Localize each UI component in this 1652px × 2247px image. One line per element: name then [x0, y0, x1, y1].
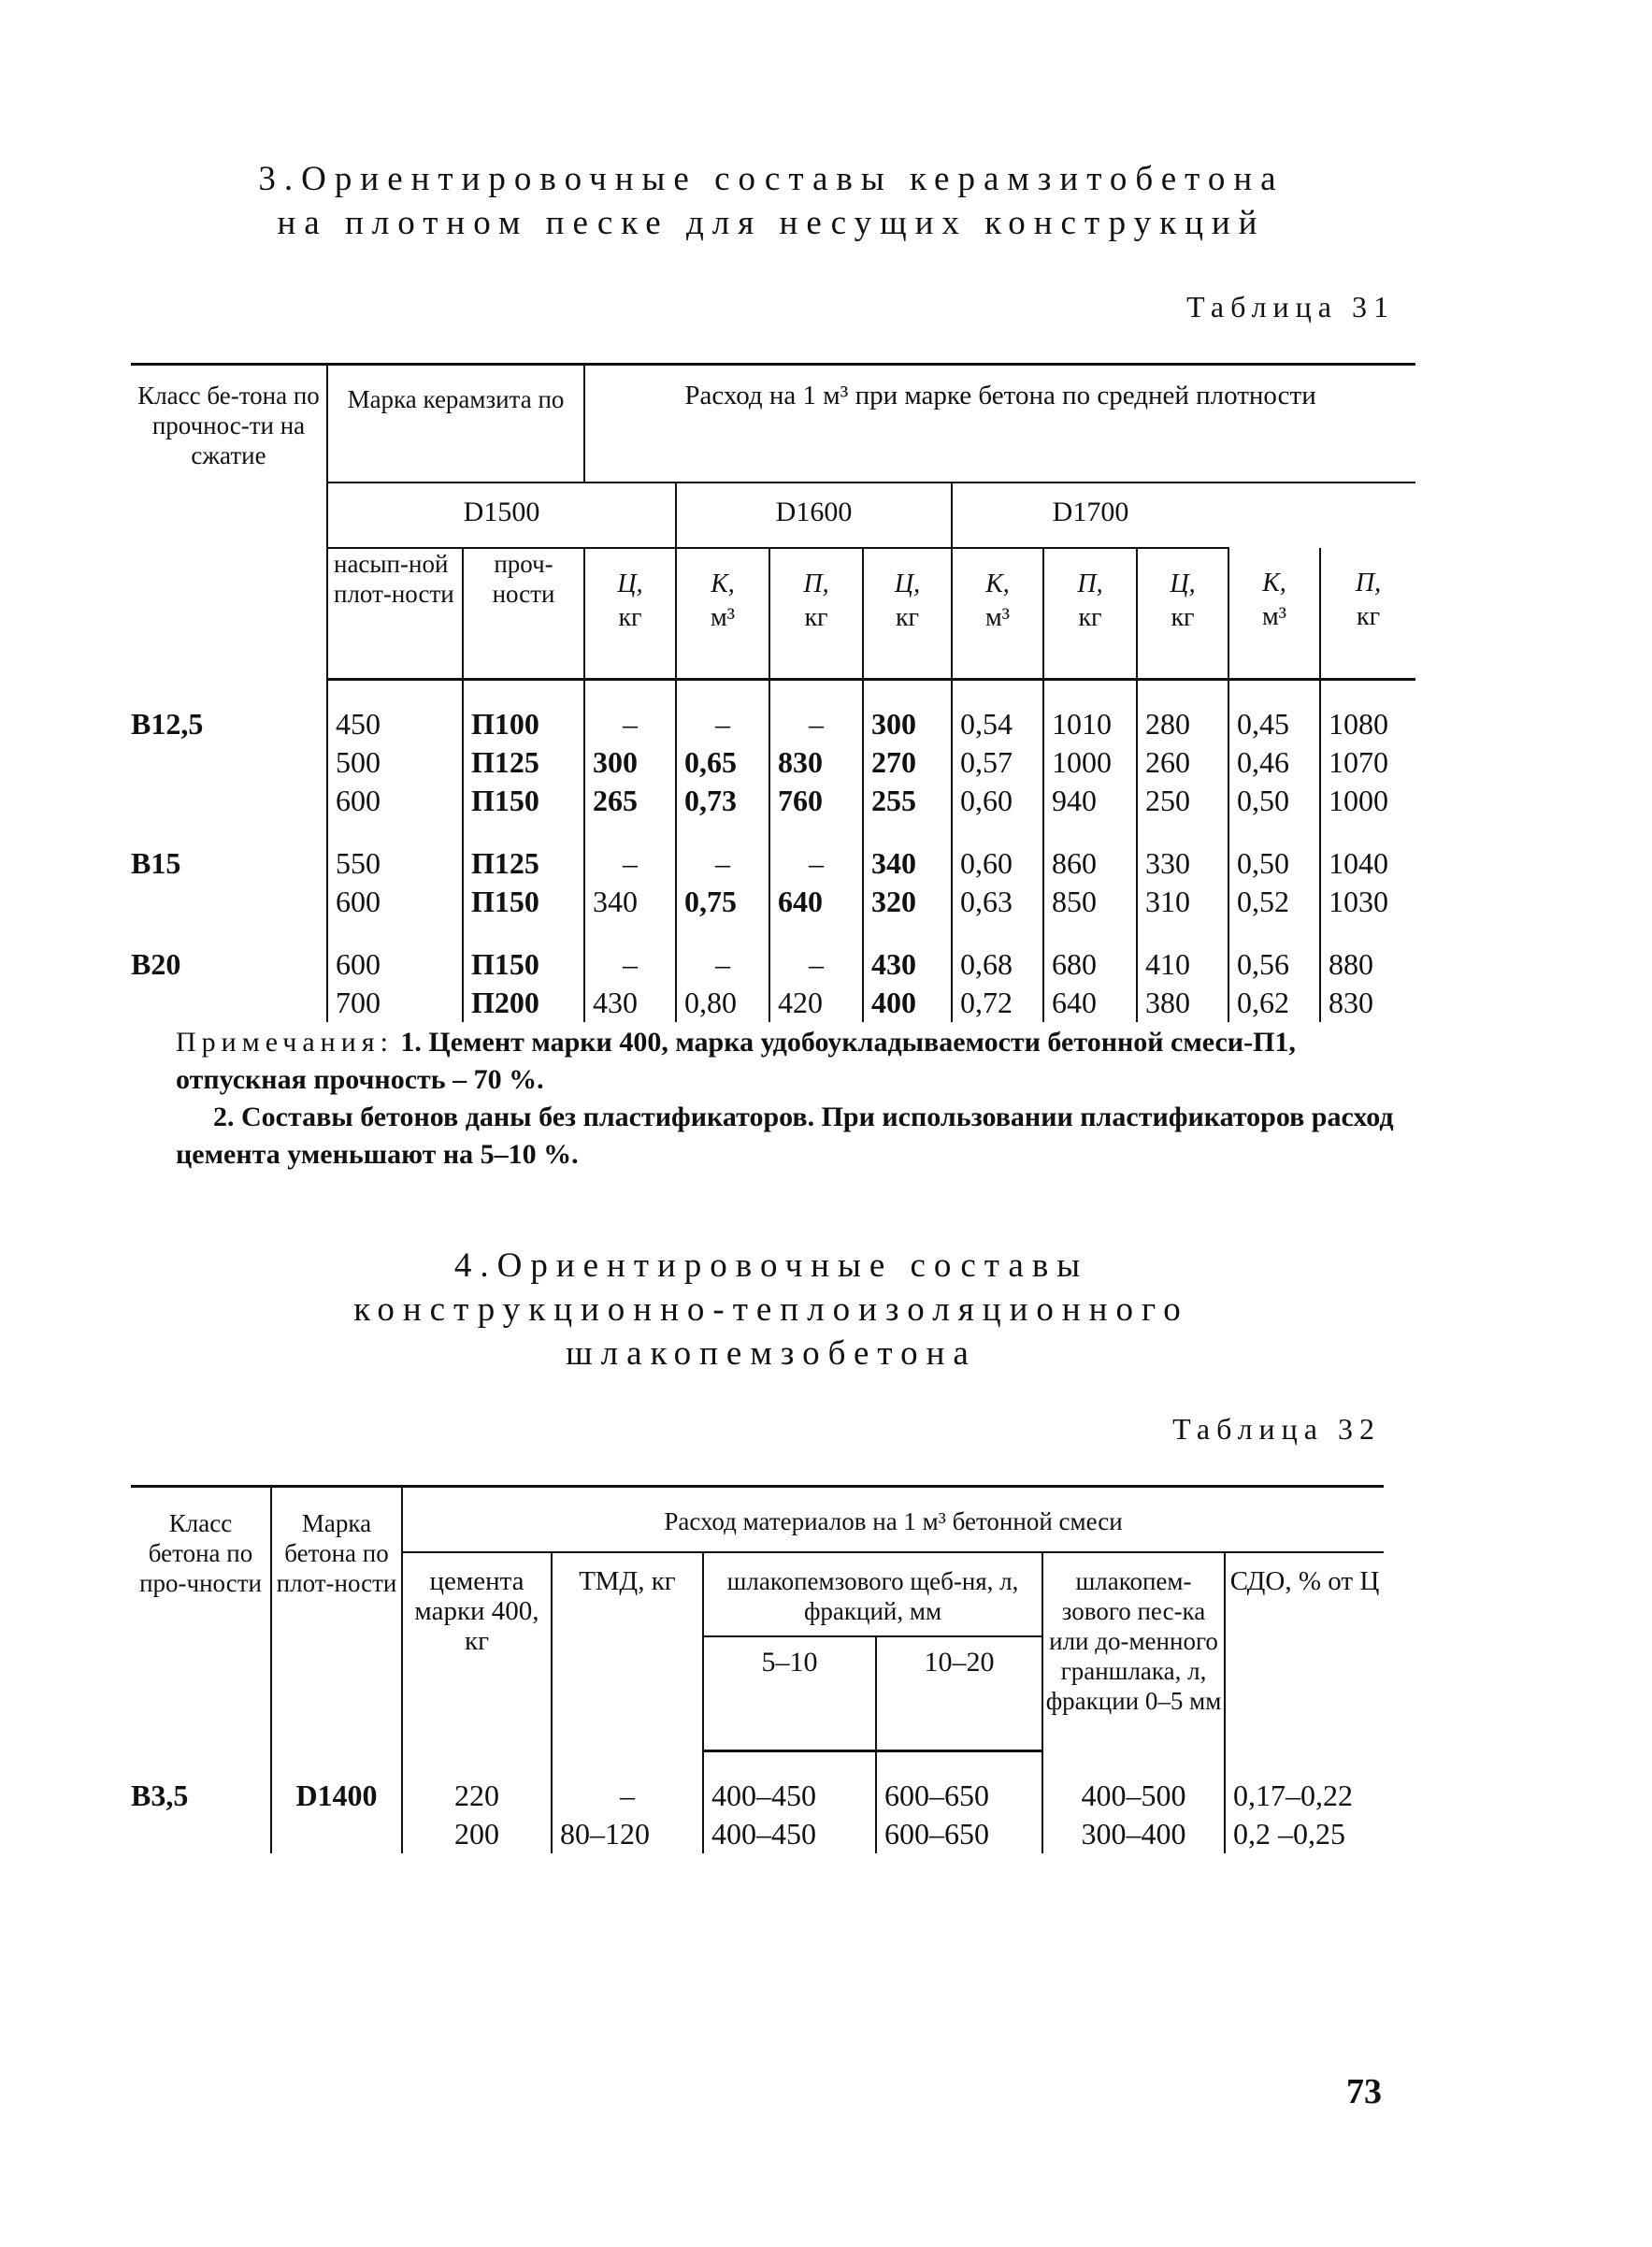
cell: 0,60 [952, 844, 1043, 883]
cell: D1400 [271, 1777, 402, 1815]
section-4-title-line1: 4.Ориентировочные составы [453, 1246, 1089, 1285]
cell [131, 883, 327, 921]
note-1: Примечания: 1. Цемент марки 400, марка удобоукладываемости бетонной смеси-П1, отпускная прочность – 70 %. [176, 1027, 1296, 1095]
cell: В20 [131, 945, 327, 984]
cell: 0,52 [1228, 883, 1320, 921]
table-row [131, 984, 1415, 1022]
table-row [131, 705, 1415, 743]
table-32-label: Таблица 32 [1172, 1412, 1381, 1446]
cell: 250 [1137, 782, 1228, 820]
cell: 760 [769, 782, 863, 820]
cell: 850 [1043, 883, 1137, 921]
cell: 830 [1320, 984, 1415, 1022]
table-32 [131, 1485, 1384, 1853]
header-d1600: D1600 [676, 483, 952, 548]
cell: П150 [463, 883, 584, 921]
cell: – [552, 1777, 703, 1815]
cell: 0,63 [952, 883, 1043, 921]
section-3-title [140, 157, 1402, 245]
cell: 0,62 [1228, 984, 1320, 1022]
table-row [131, 945, 1415, 984]
cell: – [676, 844, 769, 883]
header-fraction-10-20: 10–20 [876, 1636, 1042, 1751]
section-4-title [140, 1244, 1402, 1376]
cell: 600–650 [876, 1777, 1042, 1815]
cell: 430 [863, 945, 952, 984]
header-consumption-32: Расход материалов на 1 м³ бетонной смеси [402, 1487, 1384, 1553]
cell: 1000 [1320, 782, 1415, 820]
header-marka: Марка керамзита по [327, 365, 584, 483]
cell: 80–120 [552, 1815, 703, 1853]
table-31 [131, 363, 1415, 1022]
cell: – [584, 945, 676, 984]
cell: 400–450 [703, 1815, 876, 1853]
cell: П150 [463, 945, 584, 984]
table-row [131, 1815, 1384, 1853]
cell: 0,68 [952, 945, 1043, 984]
cell [271, 1815, 402, 1853]
header-cement: цемента марки 400, кг [402, 1552, 552, 1751]
cell: 640 [769, 883, 863, 921]
cell: П150 [463, 782, 584, 820]
page-number: 73 [1346, 2072, 1382, 2111]
cell: 0,80 [676, 984, 769, 1022]
cell: 1070 [1320, 743, 1415, 782]
table-row [131, 883, 1415, 921]
cell: 0,54 [952, 705, 1043, 743]
cell: 1080 [1320, 705, 1415, 743]
header-d1700-k: К, м³ [1228, 548, 1320, 680]
cell: 280 [1137, 705, 1228, 743]
header-class: Класс бе-тона по прочнос-ти на сжатие [131, 365, 327, 680]
cell: 300 [584, 743, 676, 782]
cell: 420 [769, 984, 863, 1022]
cell [131, 984, 327, 1022]
cell: 600–650 [876, 1815, 1042, 1853]
cell: 430 [584, 984, 676, 1022]
cell: 0,72 [952, 984, 1043, 1022]
header-fraction-5-10: 5–10 [703, 1636, 876, 1751]
cell: – [584, 844, 676, 883]
header-class-32: Класс бетона по про-чности [131, 1487, 271, 1751]
section-4-title-line3: шлакопемзобетона [566, 1334, 977, 1373]
cell: П100 [463, 705, 584, 743]
cell: 940 [1043, 782, 1137, 820]
cell: 0,2 –0,25 [1225, 1815, 1384, 1853]
cell: – [584, 705, 676, 743]
cell: – [769, 844, 863, 883]
header-d1700: D1700 [952, 483, 1228, 548]
cell: – [769, 945, 863, 984]
cell: 600 [327, 782, 463, 820]
cell: – [676, 705, 769, 743]
cell: – [769, 705, 863, 743]
cell: 330 [1137, 844, 1228, 883]
cell: 860 [1043, 844, 1137, 883]
cell: П125 [463, 743, 584, 782]
cell: 310 [1137, 883, 1228, 921]
header-d1600-c: Ц, кг [863, 548, 952, 680]
table-31-label: Таблица 31 [1186, 290, 1395, 324]
cell: 0,73 [676, 782, 769, 820]
cell: 410 [1137, 945, 1228, 984]
cell: 270 [863, 743, 952, 782]
header-rubble: шлакопемзового щеб-ня, л, фракций, мм [703, 1552, 1042, 1636]
cell: 0,46 [1228, 743, 1320, 782]
cell: 340 [584, 883, 676, 921]
header-consumption: Расход на 1 м³ при марке бетона по средней плотности [584, 365, 1415, 483]
table-row [131, 1777, 1384, 1815]
header-d1500-p: П, кг [769, 548, 863, 680]
cell: 500 [327, 743, 463, 782]
cell: 1040 [1320, 844, 1415, 883]
cell: 830 [769, 743, 863, 782]
cell: 1010 [1043, 705, 1137, 743]
section-4-title-line2: конструкционно-теплоизоляционного [353, 1290, 1189, 1329]
cell: П125 [463, 844, 584, 883]
table-row [131, 844, 1415, 883]
cell: 0,50 [1228, 844, 1320, 883]
header-d1500-c: Ц, кг [584, 548, 676, 680]
cell: 680 [1043, 945, 1137, 984]
cell: 300–400 [1042, 1815, 1225, 1853]
cell: 0,57 [952, 743, 1043, 782]
table-31-notes [176, 1024, 1415, 1174]
cell: 1030 [1320, 883, 1415, 921]
header-d1700-p: П, кг [1320, 548, 1415, 680]
cell: 220 [402, 1777, 552, 1815]
cell: 320 [863, 883, 952, 921]
table-row [131, 743, 1415, 782]
cell [131, 782, 327, 820]
note-2: 2. Составы бетонов даны без пластификаторов. При использовании пластификаторов расход цемента уменьшают на 5–10 %. [176, 1102, 1394, 1170]
cell: 340 [863, 844, 952, 883]
cell: 550 [327, 844, 463, 883]
header-d1600-k: К, м³ [952, 548, 1043, 680]
header-sdo: СДО, % от Ц [1225, 1552, 1384, 1751]
cell: П200 [463, 984, 584, 1022]
header-d1700-c: Ц, кг [1137, 548, 1228, 680]
header-d1600-p: П, кг [1043, 548, 1137, 680]
cell: 600 [327, 883, 463, 921]
cell: В15 [131, 844, 327, 883]
section-3-title-line2: на плотном песке для несущих конструкций [277, 204, 1266, 242]
cell: 265 [584, 782, 676, 820]
header-tmd: ТМД, кг [552, 1552, 703, 1751]
notes-label: Примечания: [176, 1027, 394, 1058]
cell: 1000 [1043, 743, 1137, 782]
cell: 0,75 [676, 883, 769, 921]
cell: 0,50 [1228, 782, 1320, 820]
cell: 380 [1137, 984, 1228, 1022]
cell: 400–450 [703, 1777, 876, 1815]
header-marka-strength: проч-ности [463, 548, 584, 680]
header-marka-bulk: насып-ной плот-ности [327, 548, 463, 680]
cell: 880 [1320, 945, 1415, 984]
table-row [131, 782, 1415, 820]
cell: 300 [863, 705, 952, 743]
cell: В3,5 [131, 1777, 271, 1815]
header-d1500: D1500 [327, 483, 676, 548]
cell [131, 1815, 271, 1853]
cell: 450 [327, 705, 463, 743]
header-marka-32: Марка бетона по плот-ности [271, 1487, 402, 1751]
cell: 0,65 [676, 743, 769, 782]
cell: – [676, 945, 769, 984]
cell: 600 [327, 945, 463, 984]
cell: 700 [327, 984, 463, 1022]
cell [131, 743, 327, 782]
cell: 0,60 [952, 782, 1043, 820]
cell: 255 [863, 782, 952, 820]
header-sand: шлакопем-зового пес-ка или до-менного граншлака, л, фракции 0–5 мм [1042, 1552, 1225, 1751]
cell: 400–500 [1042, 1777, 1225, 1815]
cell: 0,17–0,22 [1225, 1777, 1384, 1815]
cell: 0,45 [1228, 705, 1320, 743]
cell: 260 [1137, 743, 1228, 782]
cell: В12,5 [131, 705, 327, 743]
header-d1500-k: К, м³ [676, 548, 769, 680]
cell: 200 [402, 1815, 552, 1853]
cell: 0,56 [1228, 945, 1320, 984]
cell: 400 [863, 984, 952, 1022]
cell: 640 [1043, 984, 1137, 1022]
section-3-title-line1: 3.Ориентировочные составы керамзитобетона [258, 160, 1285, 198]
